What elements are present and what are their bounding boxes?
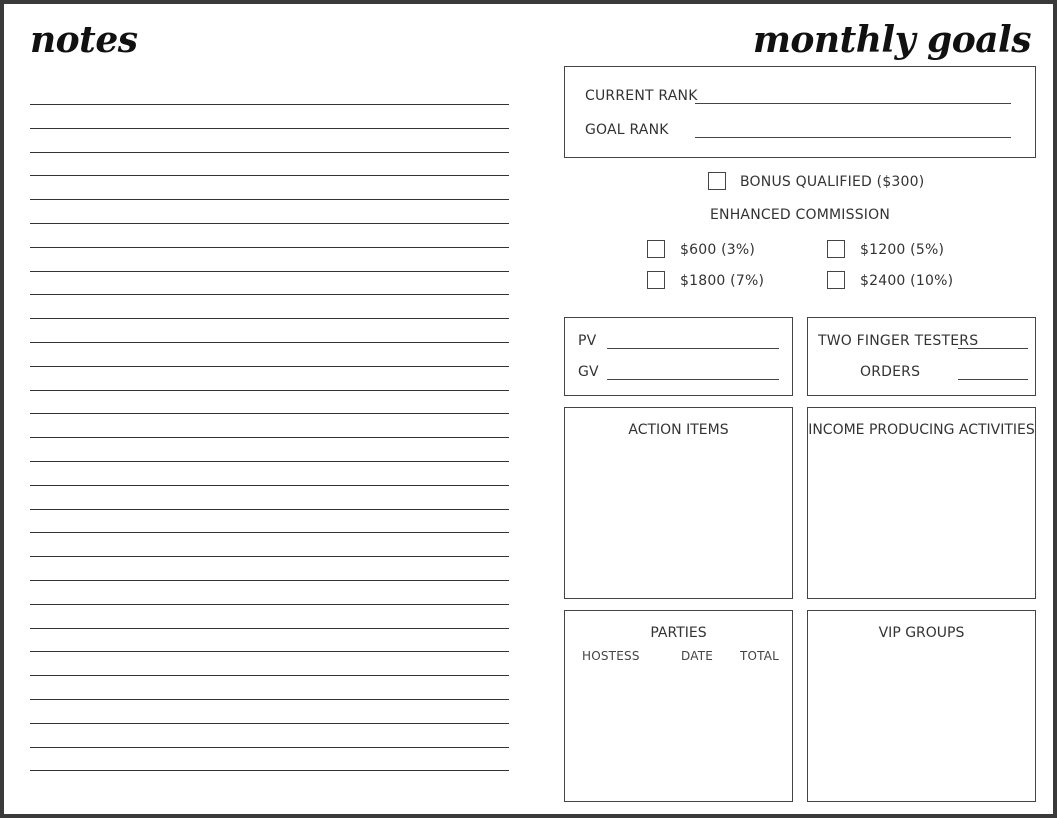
goal-rank-field[interactable] — [695, 137, 1011, 138]
parties-box[interactable] — [564, 610, 793, 802]
notes-line[interactable] — [30, 532, 509, 533]
notes-line[interactable] — [30, 128, 509, 129]
vip-groups-box[interactable] — [807, 610, 1036, 802]
commission-1200-label: $1200 (5%) — [860, 242, 945, 258]
commission-600-checkbox[interactable] — [647, 240, 665, 258]
vip-groups-title: VIP GROUPS — [878, 625, 965, 641]
gv-field[interactable] — [607, 379, 779, 380]
notes-line[interactable] — [30, 580, 509, 581]
parties-title: PARTIES — [650, 625, 707, 641]
notes-line[interactable] — [30, 390, 509, 391]
orders-label: ORDERS — [860, 364, 921, 380]
action-items-box[interactable] — [564, 407, 793, 599]
commission-600-label: $600 (3%) — [680, 242, 756, 258]
income-activities-box[interactable] — [807, 407, 1036, 599]
gv-label: GV — [578, 364, 599, 380]
notes-line[interactable] — [30, 770, 509, 771]
notes-line[interactable] — [30, 223, 509, 224]
notes-line[interactable] — [30, 413, 509, 414]
notes-line[interactable] — [30, 604, 509, 605]
notes-line[interactable] — [30, 723, 509, 724]
testers-orders-box — [807, 317, 1036, 396]
pv-field[interactable] — [607, 348, 779, 349]
notes-line[interactable] — [30, 699, 509, 700]
notes-line[interactable] — [30, 366, 509, 367]
notes-line[interactable] — [30, 152, 509, 153]
commission-2400-checkbox[interactable] — [827, 271, 845, 289]
date-column-header: DATE — [681, 649, 714, 663]
commission-1800-checkbox[interactable] — [647, 271, 665, 289]
notes-line[interactable] — [30, 199, 509, 200]
notes-line[interactable] — [30, 104, 509, 105]
notes-line[interactable] — [30, 628, 509, 629]
notes-line[interactable] — [30, 342, 509, 343]
notes-line[interactable] — [30, 247, 509, 248]
total-column-header: TOTAL — [740, 649, 780, 663]
notes-line[interactable] — [30, 318, 509, 319]
goal-rank-label: GOAL RANK — [585, 122, 669, 138]
action-items-title: ACTION ITEMS — [628, 422, 729, 438]
notes-line[interactable] — [30, 675, 509, 676]
hostess-column-header: HOSTESS — [582, 649, 640, 663]
notes-line[interactable] — [30, 437, 509, 438]
income-activities-title: INCOME PRODUCING ACTIVITIES — [808, 422, 1035, 438]
commission-1800-label: $1800 (7%) — [680, 273, 765, 289]
notes-line[interactable] — [30, 175, 509, 176]
notes-line[interactable] — [30, 485, 509, 486]
monthly-goals-title: monthly goals — [752, 19, 1031, 61]
commission-1200-checkbox[interactable] — [827, 240, 845, 258]
commission-2400-label: $2400 (10%) — [860, 273, 954, 289]
notes-line[interactable] — [30, 747, 509, 748]
current-rank-label: CURRENT RANK — [585, 88, 698, 104]
two-finger-testers-field[interactable] — [958, 348, 1028, 349]
notes-line[interactable] — [30, 271, 509, 272]
bonus-qualified-checkbox[interactable] — [708, 172, 726, 190]
notes-line[interactable] — [30, 461, 509, 462]
pv-label: PV — [578, 333, 597, 349]
notes-line[interactable] — [30, 651, 509, 652]
rank-box — [564, 66, 1036, 158]
notes-line[interactable] — [30, 509, 509, 510]
two-finger-testers-label: TWO FINGER TESTERS — [818, 333, 979, 349]
bonus-qualified-label: BONUS QUALIFIED ($300) — [740, 174, 925, 190]
notes-line[interactable] — [30, 556, 509, 557]
notes-line[interactable] — [30, 294, 509, 295]
pv-gv-box — [564, 317, 793, 396]
current-rank-field[interactable] — [695, 103, 1011, 104]
enhanced-commission-label: ENHANCED COMMISSION — [709, 207, 891, 223]
notes-title: notes — [30, 19, 138, 61]
orders-field[interactable] — [958, 379, 1028, 380]
